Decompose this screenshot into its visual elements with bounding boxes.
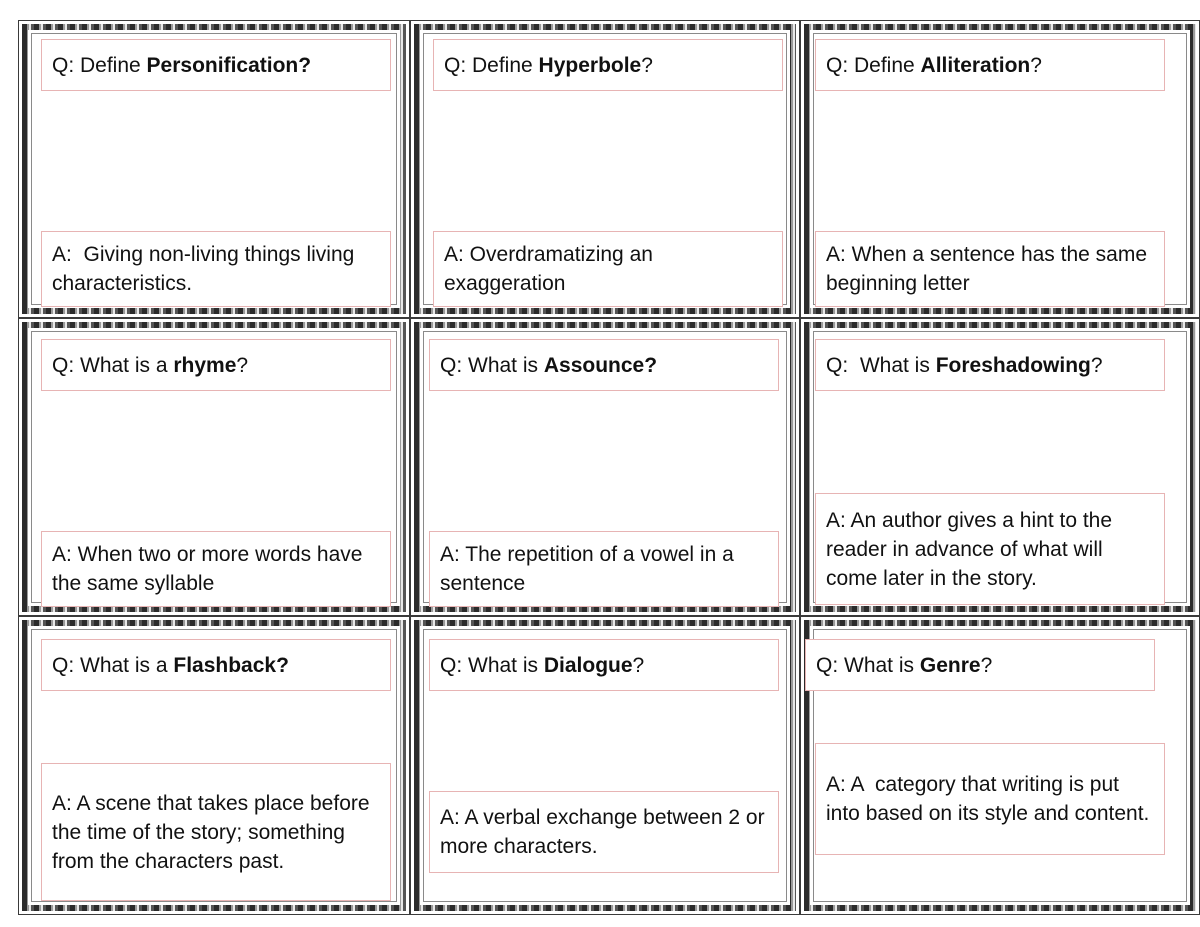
flashcard-assonance — [410, 318, 800, 616]
answer-box — [815, 743, 1165, 855]
flashcard-alliteration — [800, 20, 1200, 318]
answer-text: A: A verbal exchange between 2 or more characters. — [440, 806, 771, 858]
flashcard-genre — [800, 616, 1200, 915]
answer-text: A: A category that writing is put into based on its style and content. — [826, 773, 1150, 825]
answer-box — [433, 231, 783, 307]
answer-box — [815, 231, 1165, 307]
answer-box — [429, 791, 779, 873]
flashcard-personification — [18, 20, 410, 318]
question-box — [41, 39, 391, 91]
question-text: Q: What is Assounce? — [440, 353, 658, 377]
question-text: Q: Define Hyperbole? — [444, 53, 653, 77]
question-text: Q: What is a Flashback? — [52, 653, 289, 677]
answer-text: A: Overdramatizing an exaggeration — [444, 243, 659, 295]
question-box — [805, 639, 1155, 691]
question-text: Q: What is a rhyme? — [52, 353, 249, 377]
answer-box — [815, 493, 1165, 605]
flashcard-hyperbole — [410, 20, 800, 318]
flashcard-rhyme — [18, 318, 410, 616]
question-box — [433, 39, 783, 91]
answer-text: A: When a sentence has the same beginning letter — [826, 243, 1153, 295]
question-text: Q: What is Foreshadowing? — [826, 353, 1103, 377]
question-box — [815, 339, 1165, 391]
flashcard-foreshadowing — [800, 318, 1200, 616]
answer-text: A: The repetition of a vowel in a sentence — [440, 543, 740, 595]
question-box — [41, 639, 391, 691]
question-text: Q: What is Dialogue? — [440, 653, 645, 677]
answer-text: A: When two or more words have the same syllable — [52, 543, 369, 595]
question-box — [41, 339, 391, 391]
answer-box — [41, 231, 391, 307]
answer-text: A: Giving non-living things living characteristics. — [52, 243, 361, 295]
question-box — [429, 339, 779, 391]
answer-box — [429, 531, 779, 607]
flashcard-sheet — [18, 20, 1200, 915]
question-text: Q: Define Alliteration? — [826, 53, 1042, 77]
answer-text: A: An author gives a hint to the reader in advance of what will come later in the story. — [826, 508, 1118, 590]
question-box — [429, 639, 779, 691]
question-text: Q: What is Genre? — [816, 653, 993, 677]
question-text: Q: Define Personification? — [52, 53, 312, 77]
flashcard-flashback — [18, 616, 410, 915]
answer-box — [41, 763, 391, 901]
question-box — [815, 39, 1165, 91]
answer-box — [41, 531, 391, 607]
flashcard-dialogue — [410, 616, 800, 915]
answer-text: A: A scene that takes place before the time of the story; something from the characters past. — [52, 791, 376, 873]
